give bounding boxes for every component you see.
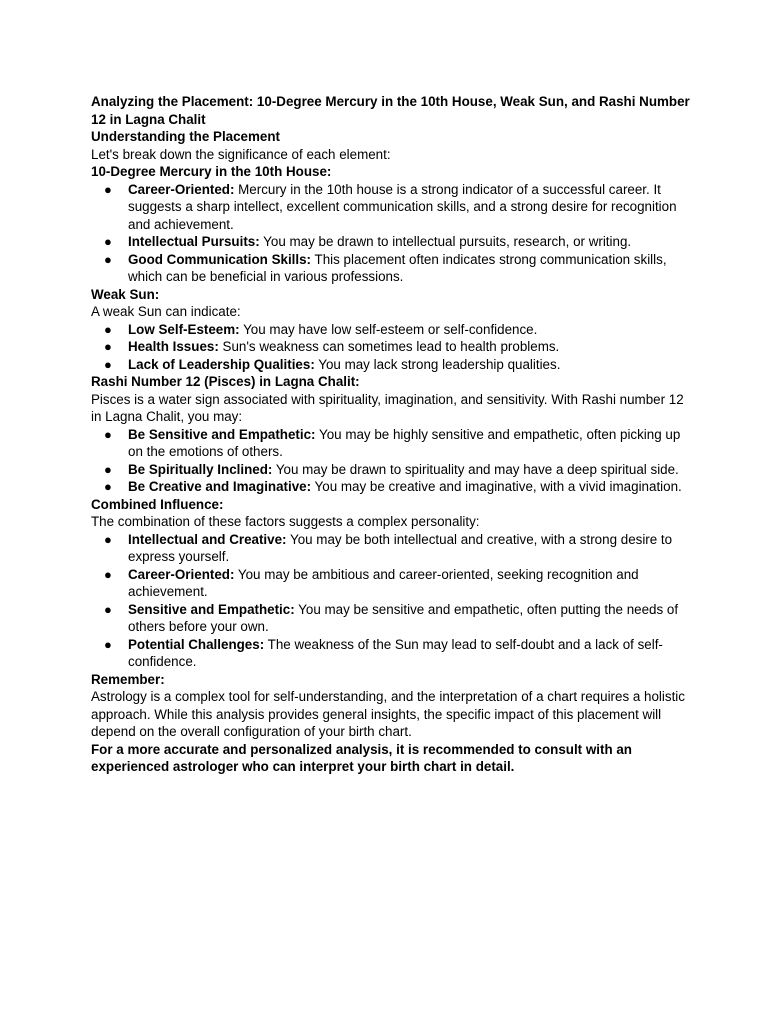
list-item bbox=[91, 181, 691, 234]
section-intro: Pisces is a water sign associated with spirituality, imagination, and sensitivity. With Rashi number 12 in Lagna Chalit, you may: bbox=[91, 391, 684, 424]
bullet-icon: ● bbox=[104, 251, 112, 267]
section bbox=[91, 671, 691, 741]
list-item-text: Mercury in the 10th house is a strong indicator of a successful career. It suggests a sharp intellect, excellent communication skills, and a strong desire for recognition and achievement. bbox=[128, 181, 677, 232]
list-item bbox=[91, 636, 691, 671]
section-heading: 10-Degree Mercury in the 10th House: bbox=[91, 164, 332, 179]
section-intro: A weak Sun can indicate: bbox=[91, 304, 241, 319]
list-item-term: Intellectual Pursuits: bbox=[128, 234, 260, 249]
document-title: Analyzing the Placement: 10-Degree Mercury in the 10th House, Weak Sun, and Rashi Number 12 in Lagna Chalit bbox=[91, 94, 690, 127]
sections-container bbox=[91, 128, 691, 741]
bullet-list bbox=[91, 321, 691, 374]
list-item-text: You may be both intellectual and creative, with a strong desire to express yourself. bbox=[128, 531, 673, 564]
list-item-term: Career-Oriented: bbox=[128, 566, 235, 582]
section-intro: The combination of these factors suggests a complex personality: bbox=[91, 514, 480, 529]
list-item bbox=[91, 321, 691, 339]
list-item-text: This placement often indicates strong communication skills, which can be beneficial in various professions. bbox=[128, 251, 667, 284]
list-item-text: You may lack strong leadership qualities. bbox=[314, 356, 561, 372]
list-item-term: Good Communication Skills: bbox=[128, 251, 312, 267]
bullet-list bbox=[91, 181, 691, 286]
bullet-icon: ● bbox=[104, 531, 112, 547]
list-item bbox=[91, 426, 691, 461]
list-item bbox=[91, 461, 691, 479]
section-heading: Weak Sun: bbox=[91, 286, 160, 302]
list-item-text: Sun's weakness can sometimes lead to health problems. bbox=[218, 339, 560, 354]
section-intro: Let's break down the significance of each element: bbox=[91, 146, 391, 162]
bullet-icon: ● bbox=[104, 461, 112, 477]
bullet-icon: ● bbox=[104, 566, 112, 582]
list-item-text: The weakness of the Sun may lead to self-doubt and a lack of self-confidence. bbox=[128, 636, 663, 669]
bullet-icon: ● bbox=[104, 321, 112, 337]
list-item-term: Lack of Leadership Qualities: bbox=[128, 356, 315, 372]
bullet-list bbox=[91, 426, 691, 496]
section-heading: Remember: bbox=[91, 671, 165, 687]
list-item bbox=[91, 338, 691, 356]
list-item-text: You may have low self-esteem or self-confidence. bbox=[239, 321, 538, 337]
section-heading: Rashi Number 12 (Pisces) in Lagna Chalit: bbox=[91, 374, 360, 389]
bullet-icon: ● bbox=[104, 479, 112, 494]
bullet-icon: ● bbox=[104, 181, 112, 197]
list-item bbox=[91, 251, 691, 286]
list-item bbox=[91, 566, 691, 601]
section-intro: Astrology is a complex tool for self-understanding, and the interpretation of a chart requires a holistic approach. While this analysis provides general insights, the specific impact of this placement will depend on the overall configuration of your birth chart. bbox=[91, 689, 685, 739]
list-item bbox=[91, 233, 691, 251]
list-item-term: Health Issues: bbox=[128, 339, 219, 354]
bullet-icon: ● bbox=[104, 636, 112, 652]
list-item-term: Be Creative and Imaginative: bbox=[128, 479, 312, 494]
list-item-term: Career-Oriented: bbox=[128, 181, 235, 197]
list-item-text: You may be highly sensitive and empathetic, often picking up on the emotions of others. bbox=[128, 426, 681, 459]
section bbox=[91, 163, 691, 286]
bullet-icon: ● bbox=[104, 356, 112, 372]
bullet-icon: ● bbox=[104, 426, 112, 442]
list-item-text: You may be sensitive and empathetic, often putting the needs of others before your own. bbox=[128, 601, 679, 634]
list-item-term: Potential Challenges: bbox=[128, 636, 265, 652]
section-heading: Understanding the Placement bbox=[91, 129, 280, 144]
list-item-term: Intellectual and Creative: bbox=[128, 531, 287, 547]
bullet-icon: ● bbox=[104, 339, 112, 354]
list-item-term: Be Spiritually Inclined: bbox=[128, 461, 273, 477]
bullet-list bbox=[91, 531, 691, 671]
list-item-text: You may be drawn to intellectual pursuits, research, or writing. bbox=[259, 234, 632, 249]
list-item-text: You may be drawn to spirituality and may have a deep spiritual side. bbox=[272, 461, 679, 477]
document-body bbox=[91, 93, 691, 776]
section bbox=[91, 373, 691, 496]
list-item-term: Be Sensitive and Empathetic: bbox=[128, 426, 316, 442]
section bbox=[91, 286, 691, 374]
list-item bbox=[91, 478, 691, 496]
list-item-term: Sensitive and Empathetic: bbox=[128, 601, 295, 617]
list-item-term: Low Self-Esteem: bbox=[128, 321, 240, 337]
closing-recommendation: For a more accurate and personalized analysis, it is recommended to consult with an experienced astrologer who can interpret your birth chart in detail. bbox=[91, 741, 632, 774]
list-item-text: You may be creative and imaginative, with a vivid imagination. bbox=[311, 479, 682, 494]
section bbox=[91, 496, 691, 671]
list-item bbox=[91, 356, 691, 374]
list-item bbox=[91, 601, 691, 636]
list-item-text: You may be ambitious and career-oriented, seeking recognition and achievement. bbox=[128, 566, 639, 599]
section-heading: Combined Influence: bbox=[91, 496, 224, 512]
bullet-icon: ● bbox=[104, 234, 112, 249]
list-item bbox=[91, 531, 691, 566]
bullet-icon: ● bbox=[104, 601, 112, 617]
section bbox=[91, 128, 691, 163]
